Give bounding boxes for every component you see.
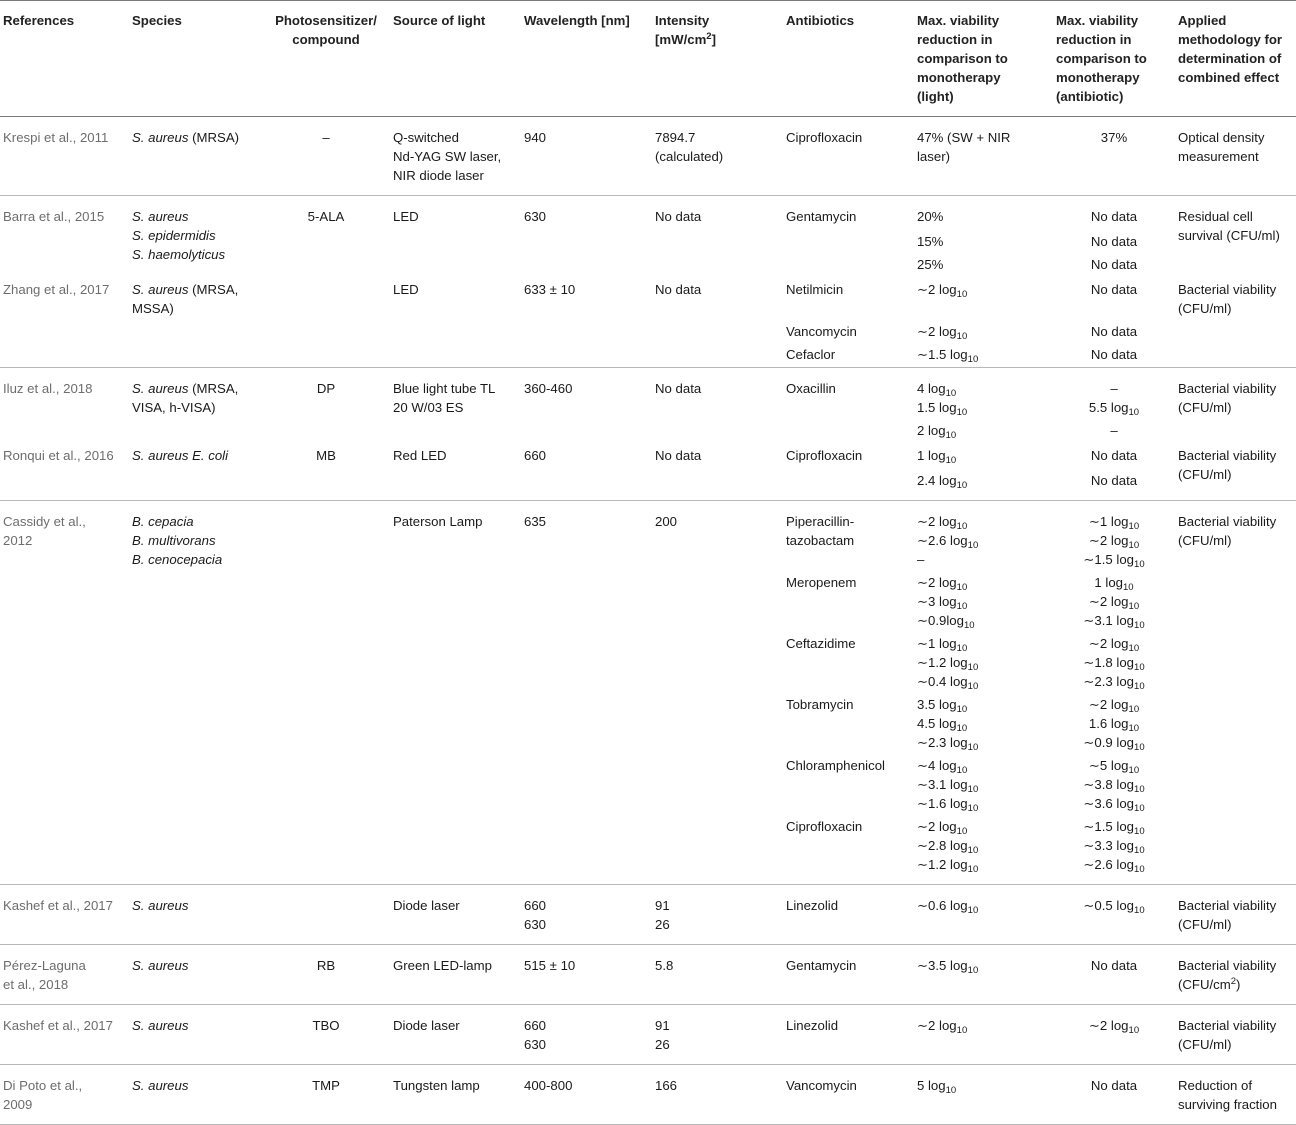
cell-intensity: No data: [653, 443, 784, 501]
header-wavelength: Wavelength [nm]: [522, 1, 653, 117]
cell-methodology: Optical density measurement: [1176, 117, 1296, 196]
cell-reference: Di Poto et al., 2009: [0, 1065, 130, 1125]
cell-antibiotic: Linezolid: [784, 1005, 915, 1065]
cell-antibiotic: Linezolid: [784, 885, 915, 945]
cell-light-reduction: 1 $\log_{10}$ 2.4 $\log_{10}$: [915, 443, 1054, 501]
cell-intensity: 166: [653, 1065, 784, 1125]
cell-antibiotic: Oxacillin: [786, 381, 836, 396]
cell-wavelength: 660: [522, 443, 653, 501]
cell-light-source: Blue light tube TL 20 W/03 ES: [393, 381, 496, 415]
cell-antibiotic: Piperacillin- tazobactam Meropenem Ceftazidime Tobramycin Chloramphenicol Ciprofloxacin: [784, 501, 915, 885]
cell-light-reduction: ∼2 $\log_{10}$ ∼2.6 $\log_{10}$ – ∼2 $\log_{10}$ ∼3 $\log_{10}$ $\sim 0.9\log_{10}$ ∼1 $\log_{10}$ ∼1.2 $\log_{10}$ ∼0.4 $\log_{10}$ 3.5 $\log_{10}$ 4.5 $\log_{10}$ ∼2.3 $\log_{10}$ ∼4 $\log_{10}$ ∼3.1 $\log_{10}$ ∼1.6 $\log_{10}$ ∼2 $\log_{10}$ ∼2.8 $\log_{10}$ ∼1.2 $\log_{10}$: [915, 501, 1054, 885]
cell-photosensitizer: [263, 277, 391, 367]
table-row-perez-laguna: [0, 945, 1296, 1005]
cell-intensity: 7894.7 (calculated): [653, 117, 784, 196]
cell-light-reduction: ∼2 $\log_{10}$ ∼2 $\log_{10}$ ∼1.5 $\log_{10}$: [917, 282, 979, 365]
cell-antibiotic-reduction: No data No data No data: [1090, 209, 1138, 272]
cell-light-source: LED: [393, 209, 419, 224]
header-source-of-light: Source of light: [391, 1, 522, 117]
cell-species: S. aureus: [130, 1065, 263, 1125]
cell-light-source: Green LED-lamp: [391, 945, 522, 1005]
cell-antibiotic-reduction: ∼2 $\log_{10}$: [1054, 1005, 1176, 1065]
cell-antibiotic-reduction: No data: [1054, 945, 1176, 1005]
cell-antibiotic: Ciprofloxacin: [784, 117, 915, 196]
cell-wavelength: 660 630: [522, 1005, 653, 1065]
table-row-zhang: [0, 277, 1296, 367]
cell-species: S. aureus E. coli: [130, 443, 263, 501]
cell-antibiotic: Gentamycin: [786, 209, 857, 224]
cell-light-source: Red LED: [391, 443, 522, 501]
header-max-reduction-light: Max. viability reduction in comparison to monotherapy (light): [915, 1, 1054, 117]
cell-intensity: 5.8: [653, 945, 784, 1005]
cell-antibiotic-reduction: 37%: [1054, 117, 1176, 196]
cell-wavelength: 940: [522, 117, 653, 196]
table-row-kashef-2: [0, 1005, 1296, 1065]
cell-wavelength: 515 ± 10: [522, 945, 653, 1005]
cell-antibiotic-reduction: ∼1 $\log_{10}$ ∼2 $\log_{10}$ ∼1.5 $\log_{10}$ 1 $\log_{10}$ ∼2 $\log_{10}$ ∼3.1 $\log_{10}$ ∼2 $\log_{10}$ ∼1.8 $\log_{10}$ ∼2.3 $\log_{10}$ ∼2 $\log_{10}$ 1.6 $\log_{10}$ ∼0.9 $\log_{10}$ ∼5 $\log_{10}$ ∼3.8 $\log_{10}$ ∼3.6 $\log_{10}$ ∼1.5 $\log_{10}$ ∼3.3 $\log_{10}$ ∼2.6 $\log_{10}$: [1054, 501, 1176, 885]
cell-antibiotic-reduction: No data No data No data: [1090, 282, 1138, 362]
cell-wavelength: 630: [524, 209, 547, 224]
cell-light-reduction: 47% (SW + NIR laser): [915, 117, 1054, 196]
cell-antibiotic-reduction: No data No data: [1054, 443, 1176, 501]
cell-wavelength: 633 ± 10: [524, 282, 576, 297]
header-row: [0, 1, 1296, 117]
cell-light-source: Diode laser: [391, 1005, 522, 1065]
table-header: [0, 1, 1296, 117]
cell-light-reduction: 20% 15% 25%: [917, 209, 944, 272]
cell-reference: Ronqui et al., 2016: [0, 443, 130, 501]
cell-species: B. cepacia B. multivorans B. cenocepacia: [130, 501, 263, 885]
cell-reference: Barra et al., 2015: [3, 209, 105, 224]
cell-light-source: Diode laser: [391, 885, 522, 945]
cell-light-reduction: 5 $\log_{10}$: [915, 1065, 1054, 1125]
cell-methodology: Bacterial viability (CFU/ml): [1176, 443, 1296, 501]
cell-photosensitizer: RB: [263, 945, 391, 1005]
cell-antibiotic-reduction: No data: [1054, 1065, 1176, 1125]
cell-light-reduction: ∼2 $\log_{10}$: [915, 1005, 1054, 1065]
cell-methodology: Reduction of surviving fraction: [1176, 1065, 1296, 1125]
cell-species: S. aureus: [130, 1005, 263, 1065]
cell-photosensitizer: MB: [263, 443, 391, 501]
table-body: [0, 117, 1296, 1125]
header-species: Species: [130, 1, 263, 117]
header-antibiotics: Antibiotics: [784, 1, 915, 117]
cell-light-source: LED: [393, 282, 419, 297]
cell-reference: Kashef et al., 2017: [0, 1005, 130, 1065]
cell-methodology: Bacterial viability (CFU/ml): [1176, 885, 1296, 945]
cell-antibiotic: Ciprofloxacin: [784, 443, 915, 501]
cell-methodology: Bacterial viability (CFU/ml): [1176, 1005, 1296, 1065]
header-methodology: Applied methodology for determination of combined effect: [1176, 1, 1296, 117]
cell-light-source: Paterson Lamp: [391, 501, 522, 885]
cell-reference: Krespi et al., 2011: [0, 117, 130, 196]
cell-photosensitizer: DP: [316, 381, 336, 396]
cell-reference: Zhang et al., 2017: [3, 282, 110, 297]
cell-photosensitizer: –: [263, 117, 391, 196]
cell-intensity: 91 26: [653, 885, 784, 945]
header-max-reduction-antibiotic: Max. viability reduction in comparison to monotherapy (antibiotic): [1054, 1, 1176, 117]
cell-light-reduction: ∼0.6 $\log_{10}$: [915, 885, 1054, 945]
cell-antibiotic-reduction: – 5.5 $\log_{10}$ –: [1088, 381, 1140, 438]
header-photosensitizer: Photosensitizer/ compound: [263, 1, 391, 117]
table-row-barra: [0, 196, 1296, 278]
cell-species: S. aureus S. epidermidis S. haemolyticus: [132, 209, 226, 262]
cell-wavelength: 360-460: [524, 381, 573, 396]
cell-intensity: 200: [653, 501, 784, 885]
cell-photosensitizer: [263, 885, 391, 945]
header-intensity: Intensity $[mW/cm^2]$: [653, 1, 784, 117]
cell-light-reduction: ∼3.5 $\log_{10}$: [915, 945, 1054, 1005]
cell-methodology: Bacterial viability $(CFU/cm^2)$: [1176, 945, 1296, 1005]
cell-photosensitizer: TMP: [263, 1065, 391, 1125]
cell-photosensitizer: 5-ALA: [307, 209, 345, 224]
cell-photosensitizer: TBO: [263, 1005, 391, 1065]
cell-intensity: No data: [655, 381, 702, 396]
cell-methodology: Bacterial viability (CFU/ml): [1178, 282, 1277, 316]
header-references: References: [0, 1, 130, 117]
cell-wavelength: 635: [522, 501, 653, 885]
table-row-krespi: [0, 117, 1296, 196]
cell-reference: Iluz et al., 2018: [3, 381, 93, 396]
cell-reference: Kashef et al., 2017: [0, 885, 130, 945]
cell-species: S. aureus (MRSA): [130, 117, 263, 196]
cell-species: S. aureus: [130, 885, 263, 945]
cell-methodology: Residual cell survival (CFU/ml): [1178, 209, 1280, 243]
cell-light-reduction: 4 $\log_{10}$ 1.5 $\log_{10}$ 2 $\log_{10}$: [917, 381, 968, 441]
cell-species: S. aureus (MRSA, VISA, h-VISA): [132, 381, 239, 415]
cell-species: S. aureus (MRSA, MSSA): [132, 282, 239, 316]
cell-intensity: No data: [655, 209, 702, 224]
cell-intensity: 91 26: [653, 1005, 784, 1065]
table-row-ronqui: [0, 443, 1296, 501]
cell-light-source: Q-switched Nd-YAG SW laser, NIR diode laser: [391, 117, 522, 196]
cell-species: S. aureus: [130, 945, 263, 1005]
cell-photosensitizer: [263, 501, 391, 885]
cell-light-source: Tungsten lamp: [391, 1065, 522, 1125]
cell-antibiotic: Netilmicin Vancomycin Cefaclor: [786, 282, 857, 362]
cell-methodology: Bacterial viability (CFU/ml): [1178, 381, 1277, 415]
cell-wavelength: 400-800: [522, 1065, 653, 1125]
cell-antibiotic: Vancomycin: [784, 1065, 915, 1125]
cell-reference: Pérez-Laguna et al., 2018: [0, 945, 130, 1005]
cell-antibiotic-reduction: ∼0.5 $\log_{10}$: [1054, 885, 1176, 945]
table-row-kashef-1: [0, 885, 1296, 945]
cell-methodology: Bacterial viability (CFU/ml): [1176, 501, 1296, 885]
cell-reference: Cassidy et al., 2012: [0, 501, 130, 885]
cell-wavelength: 660 630: [522, 885, 653, 945]
table-row-di-poto: [0, 1065, 1296, 1125]
table-row-iluz: [0, 368, 1296, 444]
cell-intensity: No data: [655, 282, 702, 297]
table-row-cassidy: [0, 501, 1296, 885]
cell-antibiotic: Gentamycin: [784, 945, 915, 1005]
